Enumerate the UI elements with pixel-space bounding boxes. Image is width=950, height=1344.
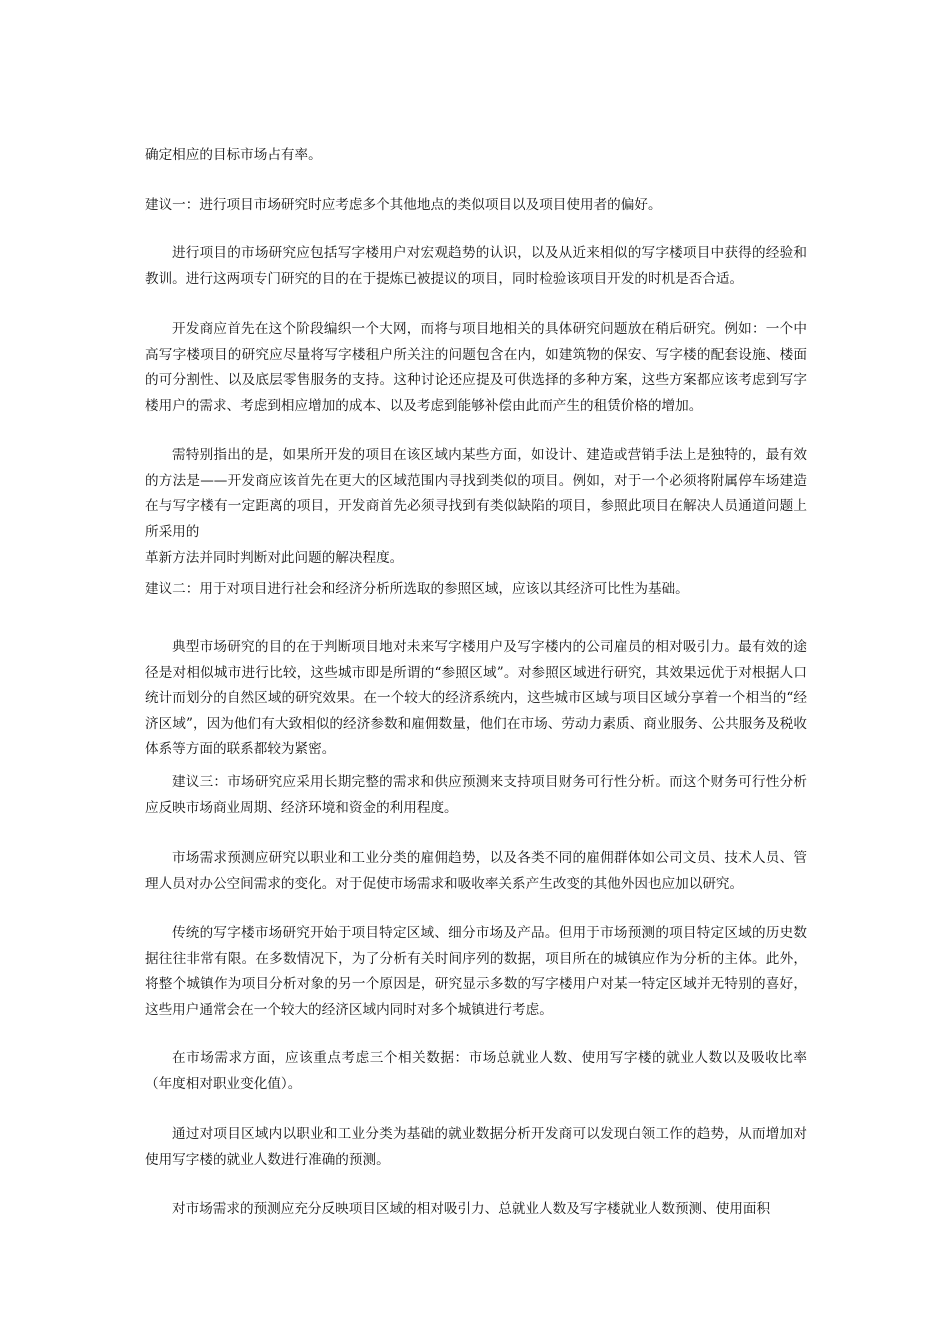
paragraph-12: 在市场需求方面，应该重点考虑三个相关数据：市场总就业人数、使用写字楼的就业人数以及吸收比率（年度相对职业变化值）。 <box>145 1050 807 1092</box>
paragraph-recommendation-2: 建议二：用于对项目进行社会和经济分析所选取的参照区域，应该以其经济可比性为基础。 <box>145 581 689 597</box>
paragraph-11: 传统的写字楼市场研究开始于项目特定区域、细分市场及产品。但用于市场预测的项目特定区域的历史数据往往非常有限。在多数情况下，为了分析有关时间序列的数据，项目所在的城镇应作为分析的主体。此外，将整个城镇作为项目分析对象的另一个原因是，研究显示多数的写字楼用户对某一特定区域并无特别的喜好，这些用户通常会在一个较大的经济区域内同时对多个城镇进行考虑。 <box>145 925 807 1018</box>
paragraph-1: 确定相应的目标市场占有率。 <box>145 147 322 163</box>
paragraph-6: 革新方法并同时判断对此问题的解决程度。 <box>145 550 404 566</box>
paragraph-14: 对市场需求的预测应充分反映项目区域的相对吸引力、总就业人数及写字楼就业人数预测、使用面积 <box>172 1201 771 1217</box>
paragraph-10: 市场需求预测应研究以职业和工业分类的雇佣趋势，以及各类不同的雇佣群体如公司文员、技术人员、管理人员对办公空间需求的变化。对于促使市场需求和吸收率关系产生改变的其他外因也应加以研究。 <box>145 850 807 892</box>
paragraph-4: 开发商应首先在这个阶段编织一个大网，而将与项目地相关的具体研究问题放在稍后研究。例如：一个中高写字楼项目的研究应尽量将写字楼租户所关注的问题包含在内，如建筑物的保安、写字楼的配套设施、楼面的可分割性、以及底层零售服务的支持。这种讨论还应提及可供选择的多种方案，这些方案都应该考虑到写字楼用户的需求、考虑到相应增加的成本、以及考虑到能够补偿由此而产生的租赁价格的增加。 <box>145 321 807 414</box>
paragraph-5: 需特别指出的是，如果所开发的项目在该区域内某些方面，如设计、建造或营销手法上是独特的，最有效的方法是——开发商应该首先在更大的区域范围内寻找到类似的项目。例如，对于一个必须将附属停车场建造在与写字楼有一定距离的项目，开发商首先必须寻找到有类似缺陷的项目，参照此项目在解决人员通道问题上所采用的 <box>145 447 807 540</box>
paragraph-recommendation-3: 建议三：市场研究应采用长期完整的需求和供应预测来支持项目财务可行性分析。而这个财务可行性分析应反映市场商业周期、经济环境和资金的利用程度。 <box>145 774 807 816</box>
paragraph-13: 通过对项目区域内以职业和工业分类为基础的就业数据分析开发商可以发现白领工作的趋势，从而增加对使用写字楼的就业人数进行准确的预测。 <box>145 1126 807 1168</box>
paragraph-recommendation-1: 建议一：进行项目市场研究时应考虑多个其他地点的类似项目以及项目使用者的偏好。 <box>145 197 662 213</box>
paragraph-3: 进行项目的市场研究应包括写字楼用户对宏观趋势的认识，以及从近来相似的写字楼项目中获得的经验和教训。进行这两项专门研究的目的在于提炼已被提议的项目，同时检验该项目开发的时机是否合适。 <box>145 245 807 287</box>
paragraph-8: 典型市场研究的目的在于判断项目地对未来写字楼用户及写字楼内的公司雇员的相对吸引力。最有效的途径是对相似城市进行比较，这些城市即是所谓的“参照区域”。对参照区域进行研究，其效果远优于对根据人口统计而划分的自然区域的研究效果。在一个较大的经济系统内，这些城市区域与项目区域分享着一个相当的“经济区域”，因为他们有大致相似的经济参数和雇佣数量，他们在市场、劳动力素质、商业服务、公共服务及税收体系等方面的联系都较为紧密。 <box>145 639 807 757</box>
